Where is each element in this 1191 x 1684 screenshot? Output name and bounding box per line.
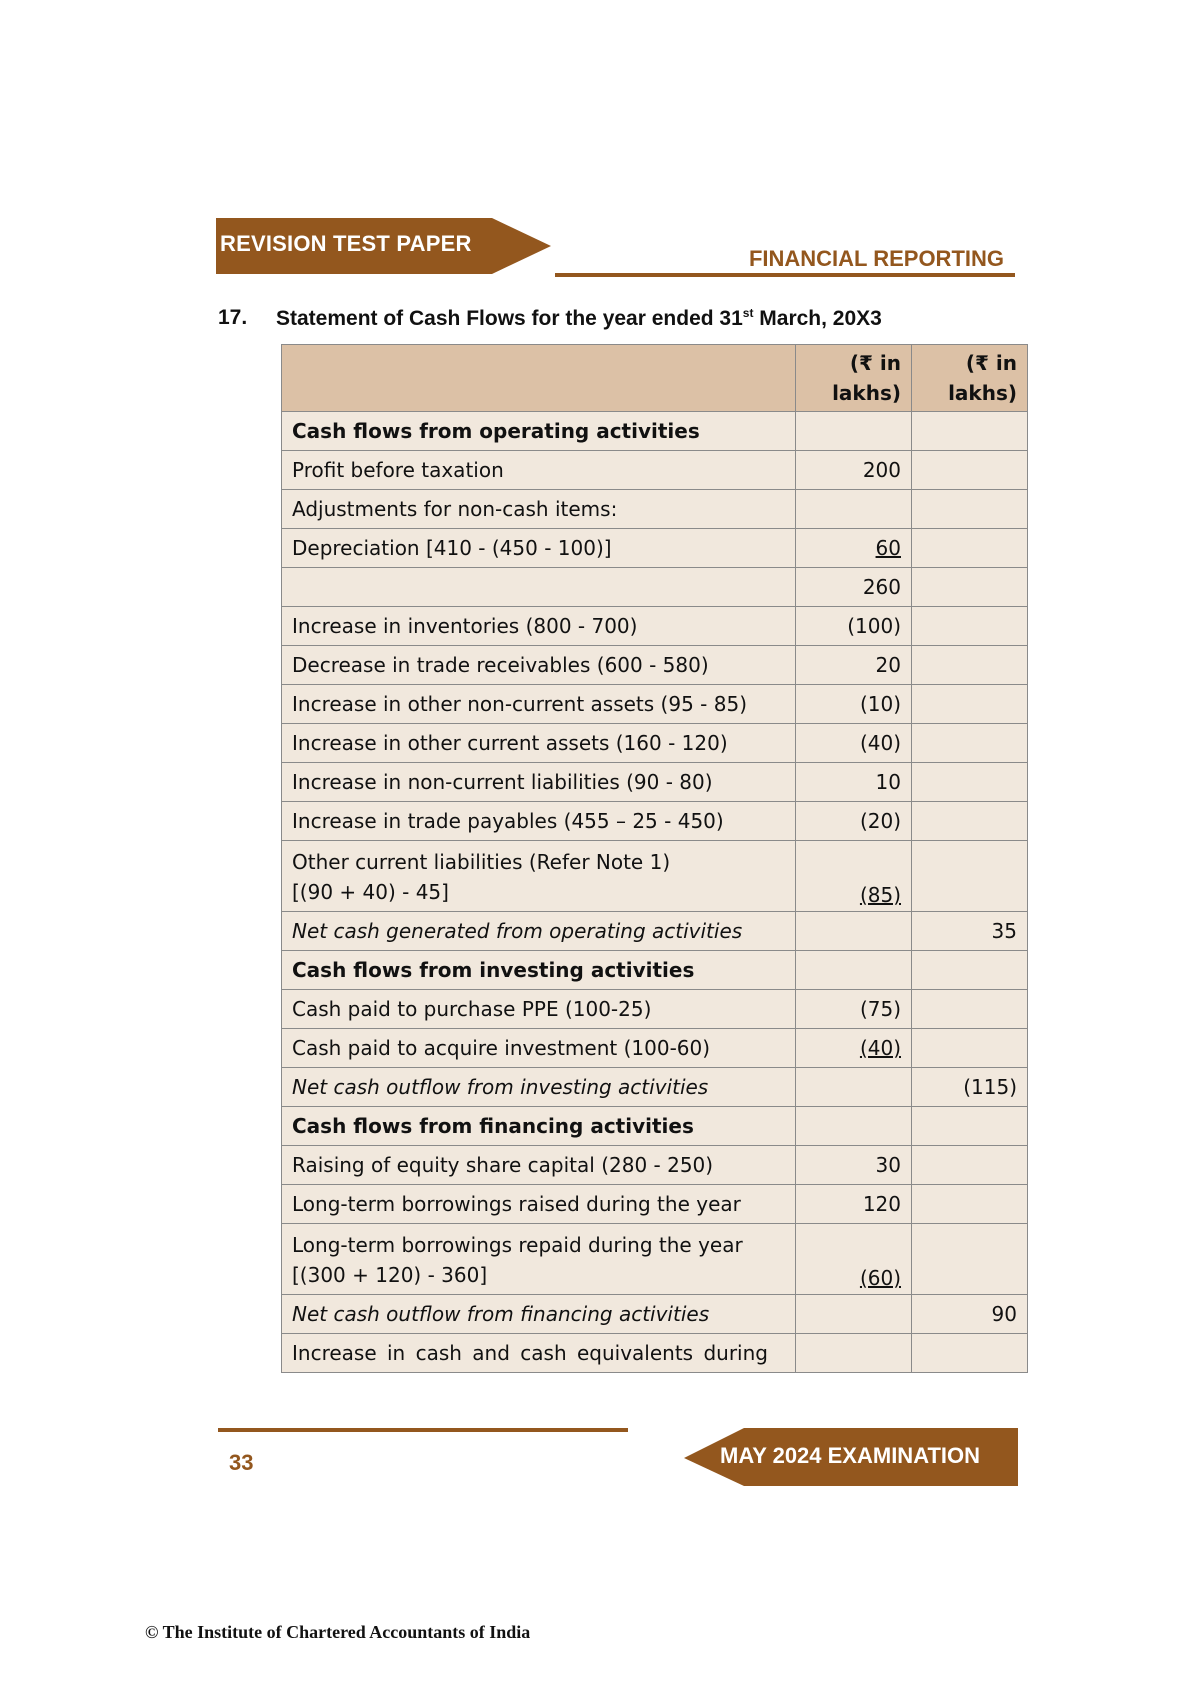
table-row: [282, 451, 1028, 490]
row-label: [282, 841, 796, 912]
row-label: Increase in non-current liabilities (90 - 80): [282, 763, 796, 802]
table-row: [282, 802, 1028, 841]
row-label-line1: Other current liabilities (Refer Note 1): [292, 850, 671, 874]
cell-value: (40): [796, 724, 912, 763]
header-banner: [216, 218, 551, 274]
cell-total: [912, 1029, 1028, 1068]
question-title: [276, 306, 882, 331]
cell-value: [796, 912, 912, 951]
cell-value: (10): [796, 685, 912, 724]
table-row: [282, 1224, 1028, 1295]
cell-total: [912, 1146, 1028, 1185]
header-cell-col2: (₹ in lakhs): [796, 345, 912, 412]
table-row: [282, 1295, 1028, 1334]
cell-total: (115): [912, 1068, 1028, 1107]
cell-total: [912, 951, 1028, 990]
row-label: Raising of equity share capital (280 - 250): [282, 1146, 796, 1185]
question-title-suffix: March, 20X3: [753, 307, 882, 330]
cell-value: [796, 1029, 912, 1068]
question-number: 17.: [218, 306, 248, 329]
header-rule: [555, 273, 1015, 277]
subject-title: FINANCIAL REPORTING: [748, 246, 1004, 271]
cell-total: [912, 1224, 1028, 1295]
question-title-prefix: Statement of Cash Flows for the year ended 31: [276, 307, 743, 330]
cell-total: [912, 724, 1028, 763]
header-cell-col3: (₹ in lakhs): [912, 345, 1028, 412]
section-heading-financing: Cash flows from financing activities: [282, 1107, 796, 1146]
copyright-notice: © The Institute of Chartered Accountants of India: [145, 1622, 531, 1642]
page-number: 33: [229, 1450, 254, 1475]
underlined-value: (60): [859, 1266, 901, 1290]
cell-total: [912, 990, 1028, 1029]
cell-total: [912, 685, 1028, 724]
row-label: Increase in other non-current assets (95 - 85): [282, 685, 796, 724]
table-row: [282, 1107, 1028, 1146]
cell-value: [796, 1295, 912, 1334]
cell-value: 30: [796, 1146, 912, 1185]
cell-total: [912, 451, 1028, 490]
cell-value: [796, 490, 912, 529]
subtotal-label-investing: Net cash outflow from investing activities: [282, 1068, 796, 1107]
table-row: [282, 1029, 1028, 1068]
table-header-row: [282, 345, 1028, 412]
footer-rule: [218, 1428, 628, 1432]
cell-total: [912, 802, 1028, 841]
cell-value: 120: [796, 1185, 912, 1224]
cell-value: (100): [796, 607, 912, 646]
header-cell-blank: [282, 345, 796, 412]
cell-total: [912, 841, 1028, 912]
table-row: [282, 990, 1028, 1029]
cell-total: [912, 763, 1028, 802]
cell-value: [796, 412, 912, 451]
table-row: [282, 912, 1028, 951]
cell-value: (20): [796, 802, 912, 841]
table-row: [282, 490, 1028, 529]
row-label: Decrease in trade receivables (600 - 580): [282, 646, 796, 685]
table-row: [282, 529, 1028, 568]
row-label: Increase in inventories (800 - 700): [282, 607, 796, 646]
underlined-value: 60: [875, 536, 901, 560]
row-label: Adjustments for non-cash items:: [282, 490, 796, 529]
cell-total: 90: [912, 1295, 1028, 1334]
cell-total: [912, 412, 1028, 451]
cell-total: [912, 607, 1028, 646]
row-label: Long-term borrowings raised during the year: [282, 1185, 796, 1224]
row-label: Depreciation [410 - (450 - 100)]: [282, 529, 796, 568]
cell-value: [796, 529, 912, 568]
table-row: [282, 763, 1028, 802]
subtotal-label-financing: Net cash outflow from financing activities: [282, 1295, 796, 1334]
cell-value: (75): [796, 990, 912, 1029]
row-label: Increase in cash and cash equivalents during: [282, 1334, 796, 1373]
cash-flow-table: [281, 344, 1028, 1373]
table-row: [282, 568, 1028, 607]
table-row: [282, 1146, 1028, 1185]
exam-label: MAY 2024 EXAMINATION: [720, 1443, 981, 1468]
row-label-line2: [(300 + 120) - 360]: [292, 1263, 488, 1287]
cell-total: [912, 1185, 1028, 1224]
cell-total: [912, 1107, 1028, 1146]
table-row: [282, 951, 1028, 990]
table-row: [282, 724, 1028, 763]
footer-banner: [684, 1428, 1018, 1486]
cell-value: 10: [796, 763, 912, 802]
cell-value: 260: [796, 568, 912, 607]
underlined-value: (85): [859, 883, 901, 907]
cell-total: [912, 1334, 1028, 1373]
table-row: [282, 646, 1028, 685]
cell-value: [796, 951, 912, 990]
cell-value: [796, 1224, 912, 1295]
header-banner-label: REVISION TEST PAPER: [220, 231, 472, 256]
cell-value: [796, 1334, 912, 1373]
section-heading-operating: Cash flows from operating activities: [282, 412, 796, 451]
cell-value: [796, 841, 912, 912]
cell-value: [796, 1068, 912, 1107]
cell-value: [796, 1107, 912, 1146]
cell-value: 20: [796, 646, 912, 685]
section-heading-investing: Cash flows from investing activities: [282, 951, 796, 990]
cell-total: 35: [912, 912, 1028, 951]
row-label: Increase in other current assets (160 - 120): [282, 724, 796, 763]
table-row: [282, 841, 1028, 912]
table-row: [282, 1185, 1028, 1224]
table-row: [282, 1068, 1028, 1107]
table-row: [282, 412, 1028, 451]
table-row: [282, 607, 1028, 646]
row-label: Profit before taxation: [282, 451, 796, 490]
row-label: [282, 568, 796, 607]
table-row: [282, 685, 1028, 724]
cell-value: 200: [796, 451, 912, 490]
cell-total: [912, 568, 1028, 607]
question-title-superscript: st: [742, 306, 754, 320]
row-label-line1: Long-term borrowings repaid during the year: [292, 1233, 743, 1257]
table-row: [282, 1334, 1028, 1373]
row-label: Increase in trade payables (455 – 25 - 450): [282, 802, 796, 841]
row-label: Cash paid to purchase PPE (100-25): [282, 990, 796, 1029]
cell-total: [912, 529, 1028, 568]
row-label-line2: [(90 + 40) - 45]: [292, 880, 449, 904]
subtotal-label-operating: Net cash generated from operating activities: [282, 912, 796, 951]
cell-total: [912, 490, 1028, 529]
row-label: [282, 1224, 796, 1295]
underlined-value: (40): [859, 1036, 901, 1060]
row-label: Cash paid to acquire investment (100-60): [282, 1029, 796, 1068]
cell-total: [912, 646, 1028, 685]
